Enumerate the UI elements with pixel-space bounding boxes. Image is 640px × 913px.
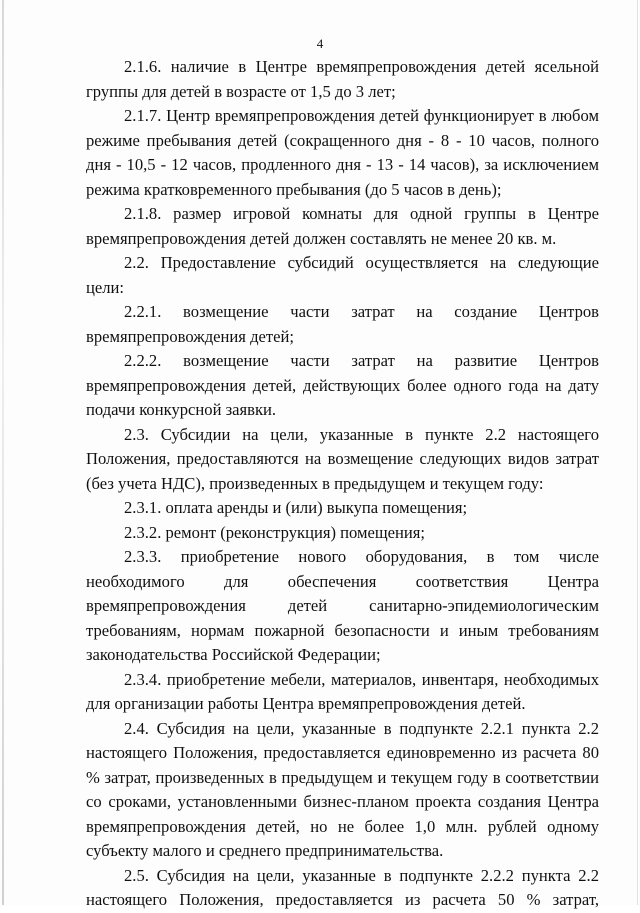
scan-edge-right: [637, 0, 638, 905]
paragraph-2-1-8: 2.1.8. размер игровой комнаты для одной группы в Центре времяпрепровождения детей должен составлять не менее 20 кв. м.: [86, 204, 599, 248]
paragraph-2-3-4: 2.3.4. приобретение мебели, материалов, инвентаря, необходимых для организации работы Центра времяпрепровождения детей.: [86, 669, 599, 713]
paragraph-2-2-1: 2.2.1. возмещение части затрат на создание Центров времяпрепровождения детей;: [86, 302, 599, 346]
paragraph-2-3-3: 2.3.3. приобретение нового оборудования, в том числе необходимого для обеспечения соответствия Центра времяпрепровождения детей санитарно-эпидемиологическим требованиям, нормам пожарной безопасности и иным требованиям законодательства Российской Федерации;: [86, 547, 599, 664]
document-body: [86, 55, 599, 913]
paragraph-2-2: 2.2. Предоставление субсидий осуществляется на следующие цели:: [86, 253, 599, 297]
paragraph-2-4: 2.4. Субсидия на цели, указанные в подпункте 2.2.1 пункта 2.2 настоящего Положения, предоставляется единовременно из расчета 80 % затрат, произведенных в предыдущем и текущем году в соответствии со сроками, установленными бизнес-планом проекта создания Центра времяпрепровождения детей, но не более 1,0 млн. рублей одному субъекту малого и среднего предпринимательства.: [86, 718, 599, 860]
paragraph-2-1-6: 2.1.6. наличие в Центре времяпрепровождения детей ясельной группы для детей в возрасте от 1,5 до 3 лет;: [86, 57, 599, 101]
scan-edge-left: [2, 0, 4, 905]
paragraph-2-3-1: 2.3.1. оплата аренды и (или) выкупа помещения;: [124, 498, 468, 517]
paragraph-2-1-7: 2.1.7. Центр времяпрепровождения детей функционирует в любом режиме пребывания детей (сокращенного дня - 8 - 10 часов, полного дня - 10,5 - 12 часов, продленного дня - 13 - 14 часов), за исключением режима кратковременного пребывания (до 5 часов в день);: [86, 106, 599, 199]
paragraph-2-2-2: 2.2.2. возмещение части затрат на развитие Центров времяпрепровождения детей, действующих более одного года на дату подачи конкурсной заявки.: [86, 351, 599, 419]
page-number: 4: [316, 36, 324, 51]
paragraph-2-3: 2.3. Субсидии на цели, указанные в пункте 2.2 настоящего Положения, предоставляются на возмещение следующих видов затрат (без учета НДС), произведенных в предыдущем и текущем году:: [86, 424, 599, 493]
paragraph-2-3-2: 2.3.2. ремонт (реконструкция) помещения;: [124, 522, 426, 542]
paragraph-2-5: 2.5. Субсидия на цели, указанные в подпункте 2.2.2 пункта 2.2 настоящего Положения, предоставляется из расчета 50 % затрат,: [86, 865, 599, 909]
